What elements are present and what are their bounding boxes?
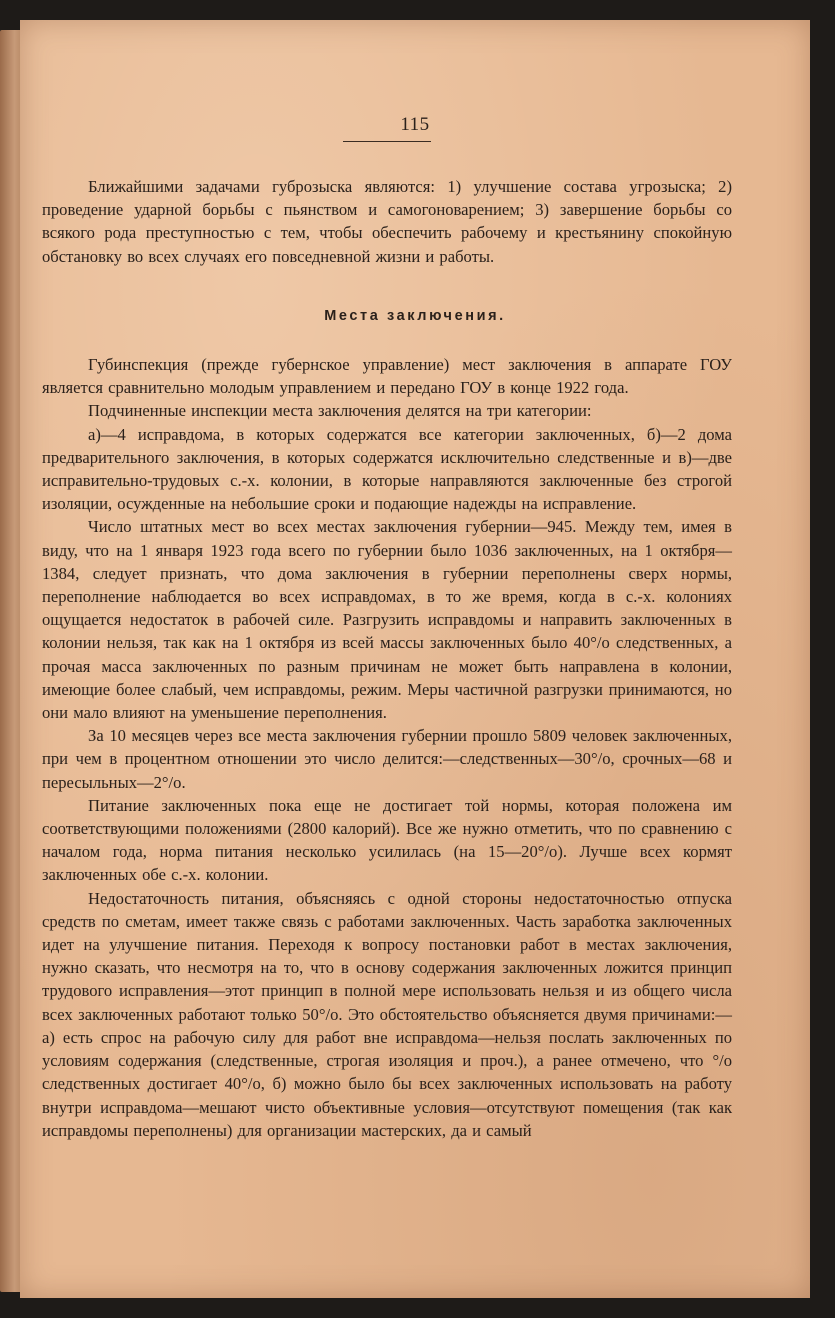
- paragraph: Питание заключенных пока еще не достигает той нормы, которая положена им соответствующими положениями (2800 калорий). Все же нужно отметить, что по сравнению с началом года, норма питания несколько усилилась (на 15—20°/о). Лучше всех кормят заключенных обе с.-х. колонии.: [42, 795, 732, 885]
- page-number-rule: [343, 141, 431, 142]
- section-heading: Места заключения.: [324, 308, 506, 324]
- intro-paragraph: Ближайшими задачами губрозыска являются: 1) улучшение состава угрозыска; 2) проведение ударной борьбы с пьянством и самогоноварением; 3) завершение борьбы со всякого рода преступностью с тем, чтобы обеспечить рабочему и крестьянину спокойную обстановку во всех случаях его повседневной жизни и работы.: [42, 177, 732, 266]
- intro-text-block: [42, 175, 732, 268]
- paragraph: Недостаточность питания, объясняясь с одной стороны недостаточностью отпуска средств по сметам, имеет также связь с работами заключенных. Часть заработка заключенных идет на улучшение питания. Переходя к вопросу постановки работ в местах заключения, нужно сказать, что несмотря на то, что в основу содержания заключенных ложится принцип трудового исправления—этот принцип в полной мере использовать нельзя и из общего числа всех заключенных работают только 50°/о. Это обстоятельство объясняется двумя причинами:—а) есть спрос на рабочую силу для работ вне исправдома—нельзя послать заключенных по условиям содержания (следственные, строгая изоляция и проч.), а ранее отмечено, что °/о следственных достигает 40°/о, б) можно было бы всех заключенных использовать на работу внутри исправдома—мешают чисто объективные условия—отсутствуют помещения (так как исправдомы переполнены) для организации мастерских, да и самый: [42, 888, 732, 1140]
- paragraph: а)—4 исправдома, в которых содержатся все категории заключенных, б)—2 дома предварительного заключения, в которых содержатся исключительно следственные и в)—две исправительно-трудовых с.-х. колонии, в которые направляются заключенные без строгой изоляции, осужденные на небольшие сроки и подающие надежды на исправление.: [42, 424, 732, 514]
- paragraph: Губинспекция (прежде губернское управление) мест заключения в аппарате ГОУ является сравнительно молодым управлением и передано ГОУ в конце 1922 года.: [42, 355, 732, 398]
- paragraph: За 10 месяцев через все места заключения губернии прошло 5809 человек заключенных, при чем в процентном отношении это число делится:—следственных—30°/о, срочных—68 и пересыльных—2°/о.: [42, 726, 732, 792]
- paragraph: Число штатных мест во всех местах заключения губернии—945. Между тем, имея в виду, что на 1 января 1923 года всего по губернии было 1036 заключенных, на 1 октября—1384, следует признать, что дома заключения в губернии переполнены сверх нормы, переполнение наблюдается во всех исправдомах, в то же время, когда в с.-х. колониях ощущается недостаток в рабочей силе. Разгрузить исправдомы и направить заключенных в колонии нельзя, так как на 1 октября из всей массы заключенных было 40°/о следственных, а прочая масса заключенных по разным причинам не может быть направлена в колонии, имеющие более слабый, чем исправдомы, режим. Меры частичной разгрузки принимаются, но они мало влияют на уменьшение переполнения.: [42, 517, 732, 723]
- book-page: [20, 20, 810, 1298]
- paragraph: Подчиненные инспекции места заключения делятся на три категории:: [88, 401, 592, 421]
- page-number: 115: [400, 114, 430, 135]
- section-body: [42, 353, 732, 1142]
